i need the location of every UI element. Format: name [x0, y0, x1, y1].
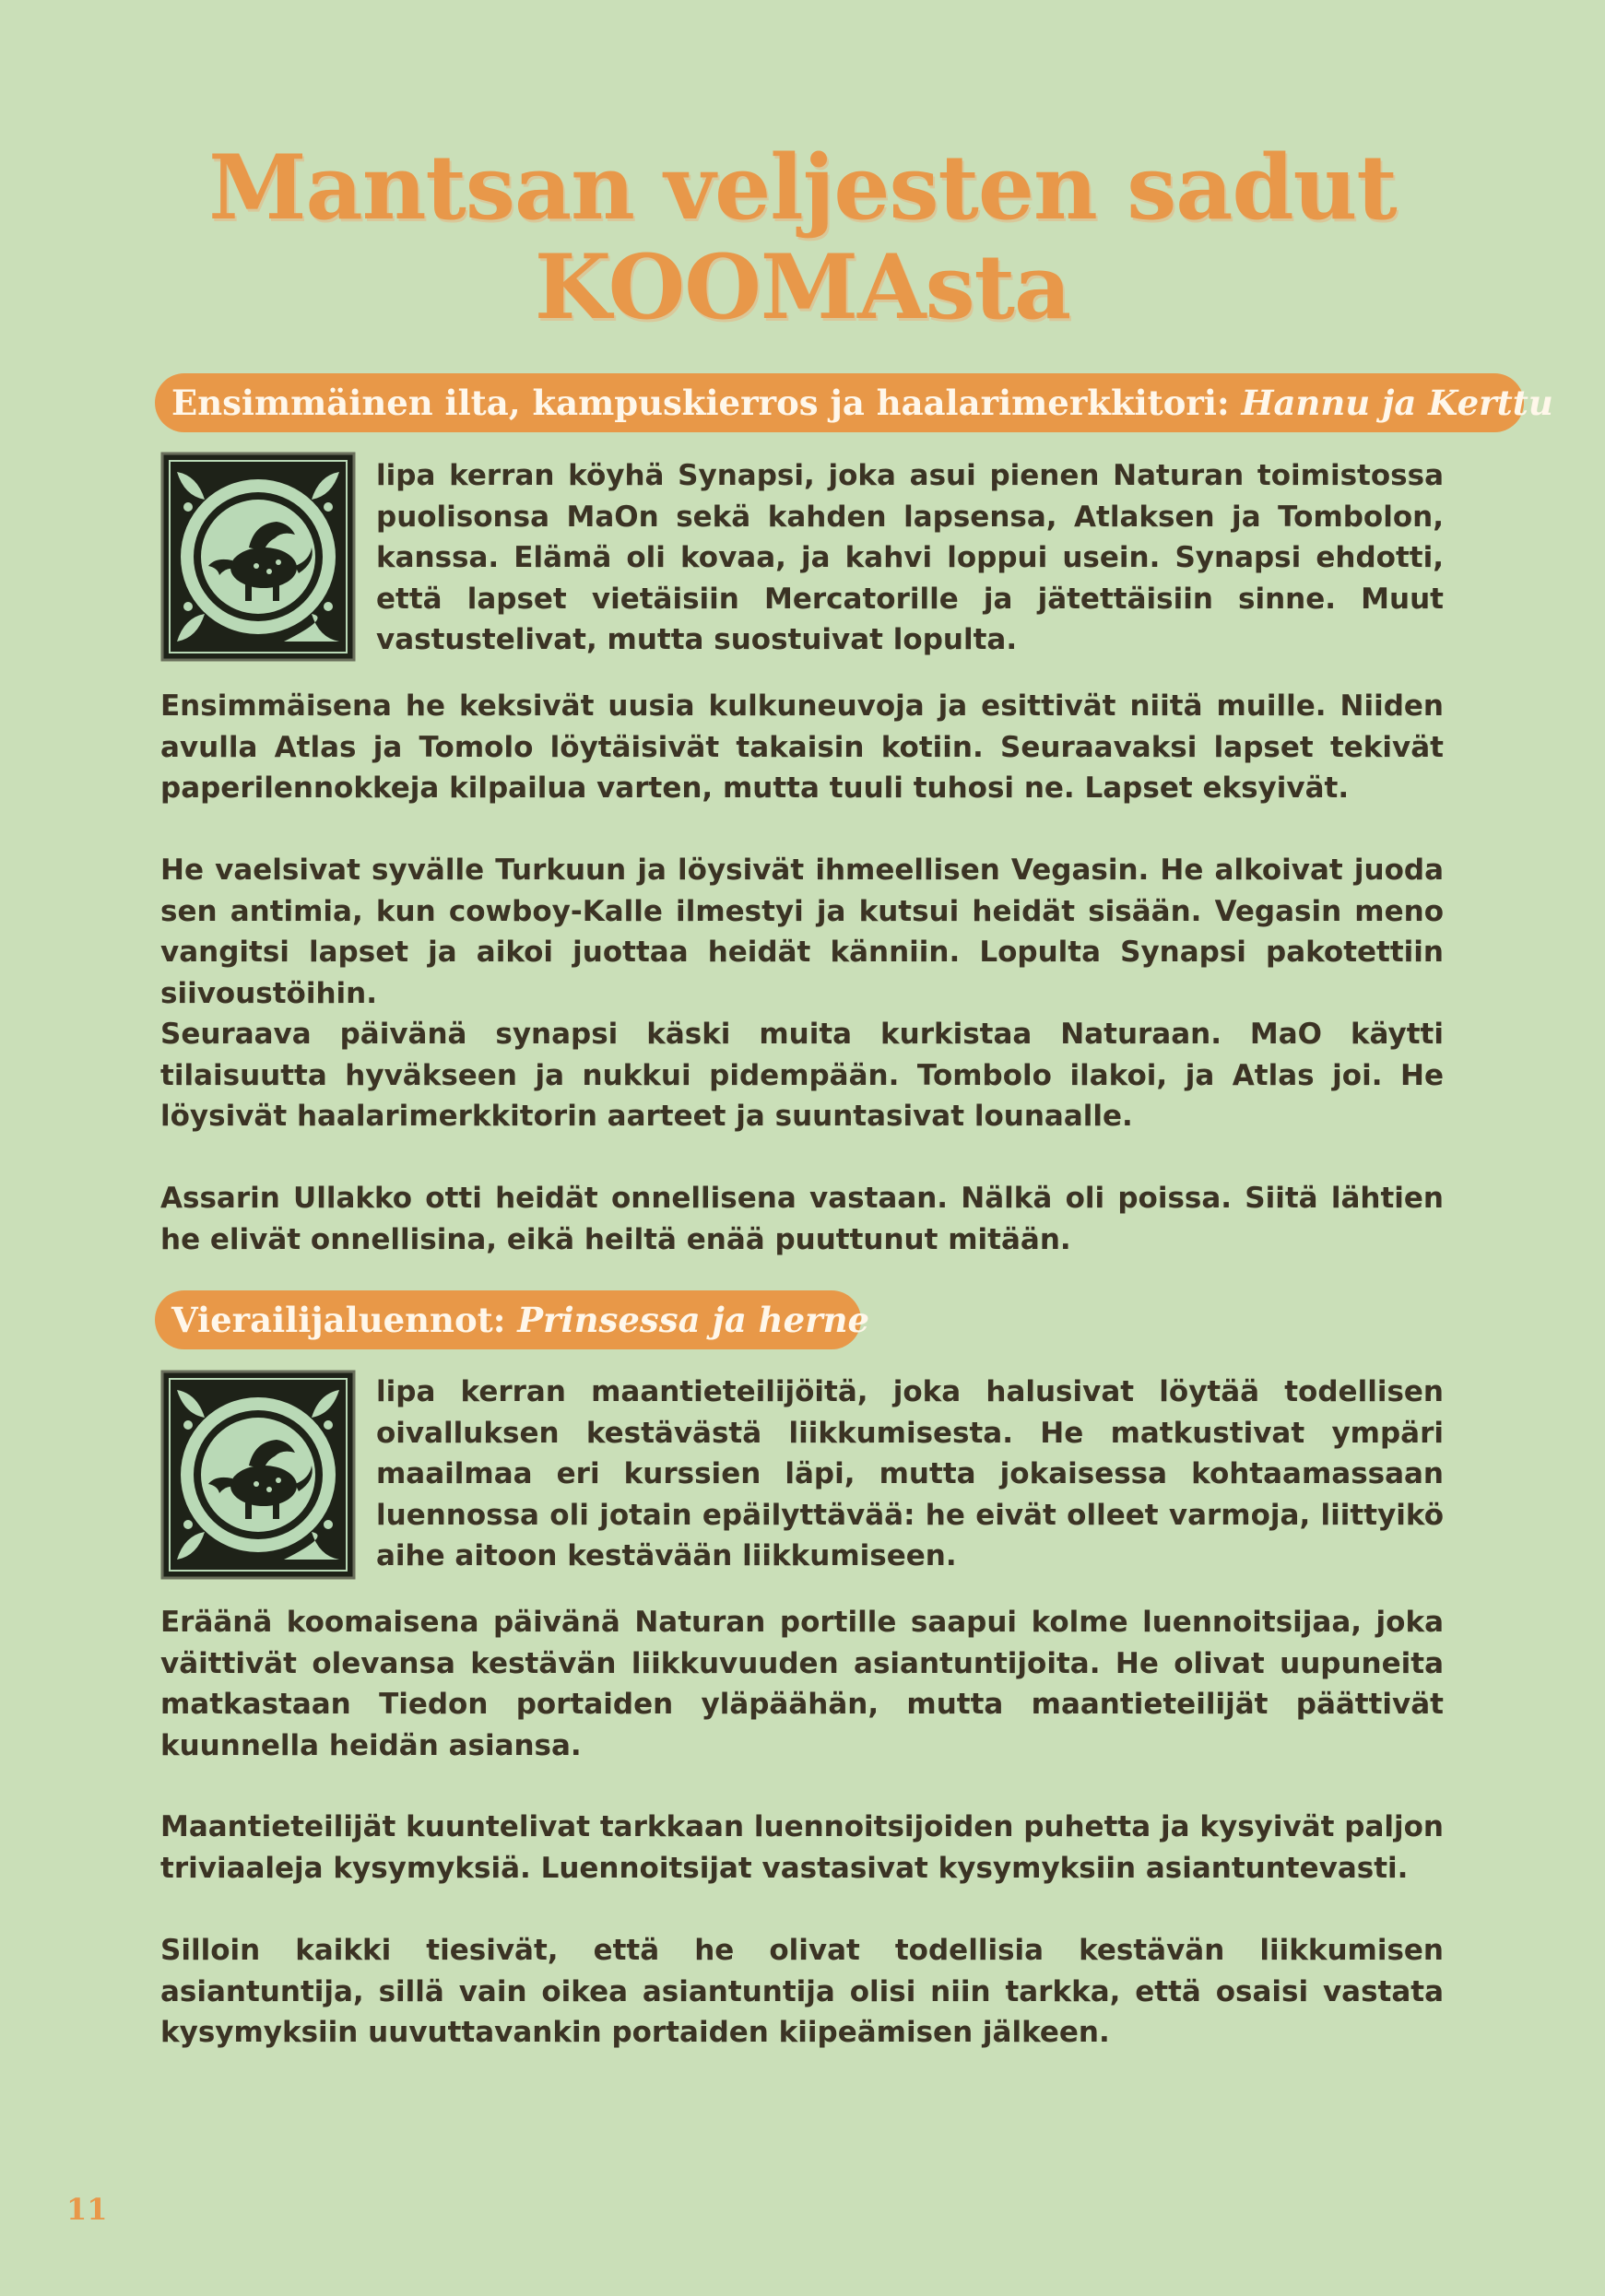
section-1-paragraph-2: Ensimmäisena he keksivät uusia kulkuneuvoja ja esittivät niitä muille. Niiden avulla Atlas ja Tomolo löytäisivät takaisin kotiin. Seuraavaksi lapset tekivät paperilennokkeja kilpailua varten, mutta tuuli tuhosi ne. Lapset eksyivät.	[160, 689, 1444, 806]
section-1-paragraph-4: Seuraava päivänä synapsi käski muita kurkistaa Naturaan. MaO käytti tilaisuutta hyväkseen ja nukkui pidempään. Tombolo ilakoi, ja Atlas joi. He löysivät haalarimerkkitorin aarteet ja suuntasivat lounaalle.	[160, 1018, 1444, 1134]
page-title-line1: Mantsan veljesten sadut	[208, 135, 1397, 240]
section-heading-1-text: Ensimmäinen ilta, kampuskierros ja haalarimerkkitori:	[171, 383, 1242, 423]
section-1-paragraph-3: He vaelsivat syvälle Turkuun ja löysivät ihmeellisen Vegasin. He alkoivat juoda sen antimia, kun cowboy-Kalle ilmestyi ja kutsui heidät sisään. Vegasin meno vangitsi lapset ja aikoi juottaa heidät känniin. Lopulta Synapsi pakotettiin siivoustöihin.	[160, 854, 1444, 1010]
page-title-line2: KOOMAsta	[534, 235, 1071, 339]
section-heading-2	[155, 1290, 870, 1349]
section-2-paragraph-1: lipa kerran maantieteilijöitä, joka halusivat löytää todellisen oivalluksen kestävästä liikkumisesta. He matkustivat ympäri maailmaa eri kurssien läpi, mutta jokaisessa kohtaamassaan luennossa oli jotain epäilyttävää: he eivät olleet varmoja, liittyikö aihe aitoon kestävään liikkumiseen.	[376, 1375, 1444, 1573]
section-2-paragraph-2: Eräänä koomaisena päivänä Naturan portille saapui kolme luennoitsijaa, joka väittivät olevansa kestävän liikkuvuuden asiantuntijoita. He olivat uupuneita matkastaan Tiedon portaiden yläpäähän, mutta maantieteilijät päättivät kuunnella heidän asiansa.	[160, 1606, 1444, 1762]
section-2-paragraph-4: Silloin kaikki tiesivät, että he olivat todellisia kestävän liikkumisen asiantuntija, sillä vain oikea asiantuntija olisi niin tarkka, että osaisi vastata kysymyksiin uuvuttavankin portaiden kiipeämisen jälkeen.	[160, 1934, 1444, 2050]
section-heading-1-italic: Hannu ja Kerttu	[1241, 383, 1553, 423]
section-heading-2-italic: Prinsessa ja herne	[517, 1300, 870, 1340]
page-title	[0, 135, 1605, 339]
decorated-initial-icon	[160, 452, 356, 662]
decorated-initial-icon	[160, 1370, 356, 1580]
section-heading-2-text: Vierailijaluennot:	[171, 1300, 518, 1340]
section-1-paragraph-5: Assarin Ullakko otti heidät onnellisena vastaan. Nälkä oli poissa. Siitä lähtien he elivät onnellisina, eikä heiltä enää puuttunut mitään.	[160, 1182, 1444, 1256]
section-heading-1	[155, 373, 1553, 432]
page-number: 11	[66, 2192, 108, 2227]
section-1-paragraph-1: lipa kerran köyhä Synapsi, joka asui pienen Naturan toimistossa puolisonsa MaOn sekä kahden lapsensa, Atlaksen ja Tombolon, kanssa. Elämä oli kovaa, ja kahvi loppui usein. Synapsi ehdotti, että lapset vietäisiin Mercatorille ja jätettäisiin sinne. Muut vastustelivat, mutta suostuivat lopulta.	[376, 459, 1444, 657]
section-2-paragraph-3: Maantieteilijät kuuntelivat tarkkaan luennoitsijoiden puhetta ja kysyivät paljon triviaaleja kysymyksiä. Luennoitsijat vastasivat kysymyksiin asiantuntevasti.	[160, 1810, 1444, 1885]
